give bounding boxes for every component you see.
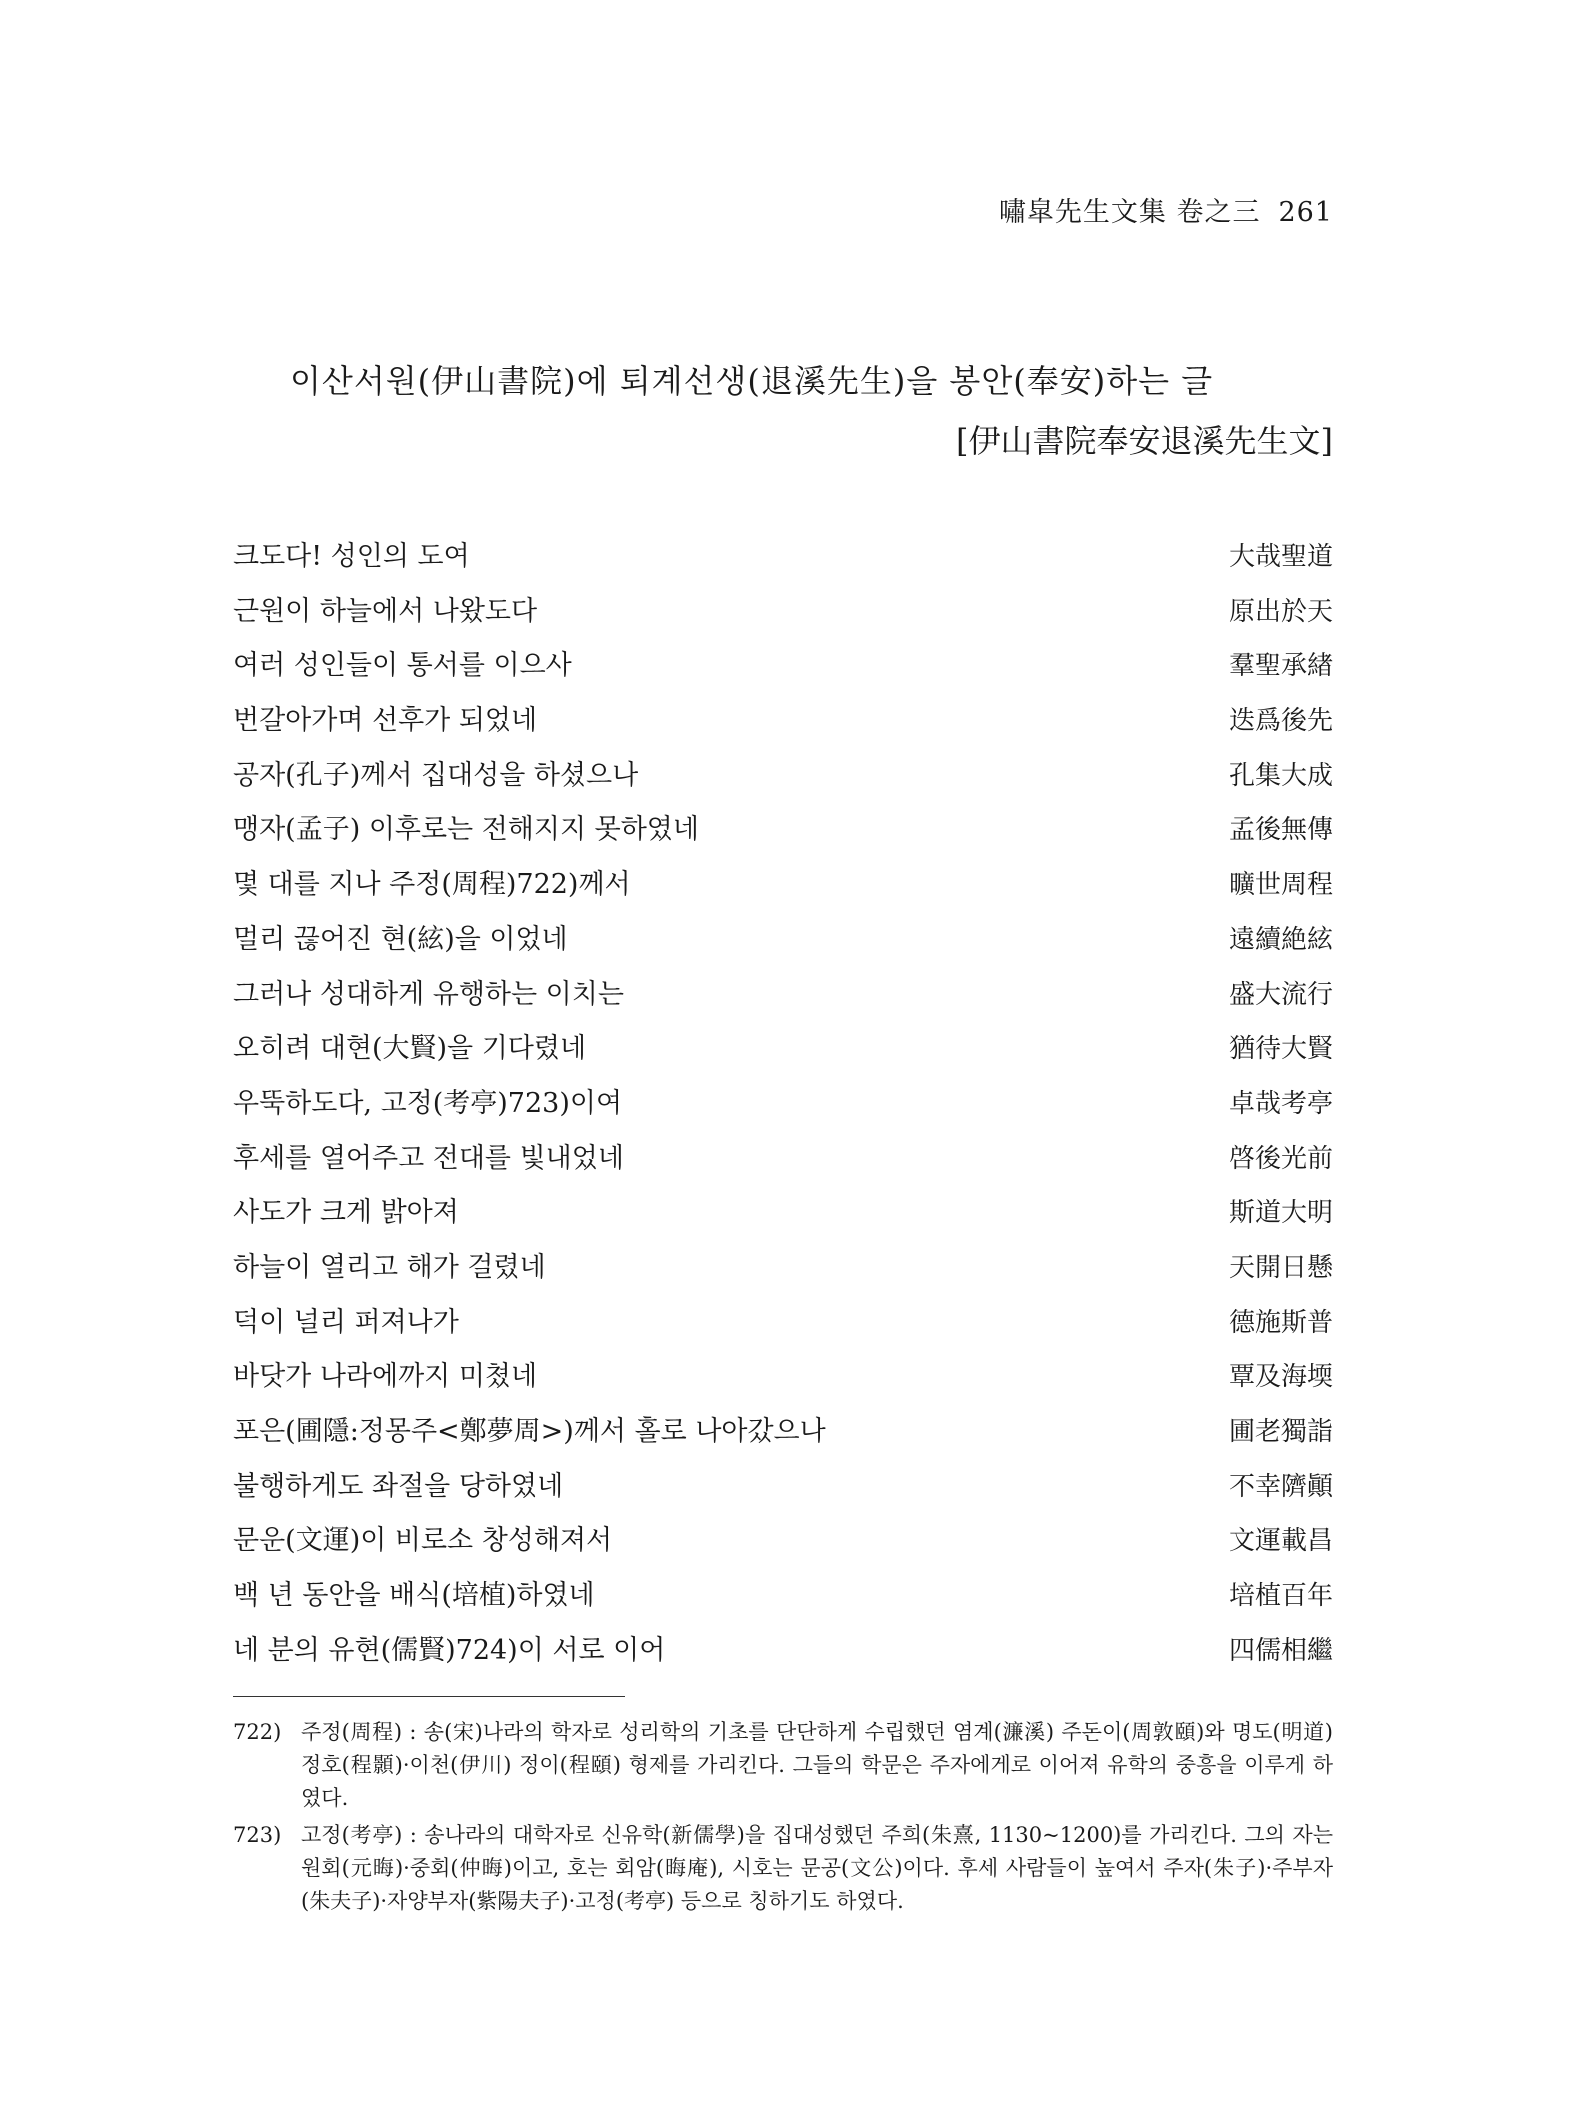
verse-line [233,1573,1333,1628]
verse-korean: 우뚝하도다, 고정(考亭)723)이여 [233,1087,623,1119]
verse-korean: 덕이 널리 퍼져나가 [233,1306,459,1338]
verse-line [233,1628,1333,1683]
verse-hanja: 卓哉考亭 [1228,1088,1333,1119]
verse-korean: 네 분의 유현(儒賢)724)이 서로 이어 [233,1634,666,1666]
verse-hanja: 曠世周程 [1228,870,1333,901]
verse-korean: 몇 대를 지나 주정(周程)722)께서 [233,869,631,901]
verse-korean: 하늘이 열리고 해가 걸렸네 [233,1251,546,1283]
verse-hanja: 不幸隮顚 [1228,1471,1333,1502]
verse-line [233,643,1333,698]
verse-korean: 크도다! 성인의 도여 [233,541,470,572]
verse-hanja: 大哉聖道 [1228,542,1333,572]
page-number: 261 [1278,197,1333,228]
verse-line [233,1081,1333,1136]
verse-line [233,1409,1333,1464]
verse-korean: 사도가 크게 밝아져 [233,1197,459,1229]
verse-hanja: 啓後光前 [1228,1143,1333,1174]
verse-korean: 근원이 하늘에서 나왔도다 [233,595,538,627]
verse-korean: 맹자(孟子) 이후로는 전해지지 못하였네 [233,814,699,846]
verse-hanja: 羣聖承緖 [1228,651,1333,682]
verse-hanja: 遠續絶絃 [1228,924,1333,955]
article-subtitle: [伊山書院奉安退溪先生文] [956,422,1333,460]
verse-hanja: 斯道大明 [1228,1198,1333,1229]
verse-hanja: 原出於天 [1228,596,1333,627]
verse-hanja: 猶待大賢 [1228,1034,1333,1065]
verse-hanja: 迭爲後先 [1228,706,1333,737]
verse-line [233,1136,1333,1191]
verse-hanja: 覃及海堧 [1228,1362,1333,1393]
verse-line [233,972,1333,1027]
footnote-number: 723) [233,1823,282,1847]
footnote-text: 고정(考亭) : 송나라의 대학자로 신유학(新儒學)을 집대성했던 주희(朱熹, 1130~1200)를 가리킨다. 그의 자는 원회(元晦)·중회(仲晦)이고, 호는 회암(晦庵), 시호는 문공(文公)이다. 후세 사람들이 높여서 주자(朱子)·주부자(朱夫子)·자양부자(紫陽夫子)·고정(考亭) 등으로 칭하기도 하였다. [301,1823,1333,1913]
verse-hanja: 圃老獨詣 [1228,1417,1333,1447]
verse-line [233,1245,1333,1300]
footnote [233,1716,1333,1815]
verse-line [233,1464,1333,1519]
verse-korean: 번갈아가며 선후가 되었네 [233,705,538,737]
verse-line [233,698,1333,753]
verse-korean: 후세를 열어주고 전대를 빛내었네 [233,1142,624,1174]
verse-korean: 그러나 성대하게 유행하는 이치는 [233,978,624,1010]
verse-korean: 백 년 동안을 배식(培植)하였네 [233,1580,595,1612]
verse-line [233,589,1333,644]
verse-hanja: 培植百年 [1228,1581,1333,1612]
running-header [999,190,1333,229]
verse-line [233,807,1333,862]
verse-line [233,1518,1333,1573]
verse-korean: 바닷가 나라에까지 미쳤네 [233,1361,538,1393]
verse-korean: 공자(孔子)께서 집대성을 하셨으나 [233,759,639,791]
verse-hanja: 孔集大成 [1228,760,1333,791]
verse-hanja: 文運載昌 [1228,1526,1333,1557]
verse-korean: 문운(文運)이 비로소 창성해져서 [233,1525,613,1557]
verse-line [233,917,1333,972]
footnotes [233,1716,1333,1922]
verse-korean: 불행하게도 좌절을 당하였네 [233,1470,564,1502]
verse-line [233,1300,1333,1355]
verse-line [233,1190,1333,1245]
verse-line [233,534,1333,589]
verse-hanja: 四儒相繼 [1228,1635,1333,1666]
verse-hanja: 德施斯普 [1228,1307,1333,1338]
verse-line [233,753,1333,808]
verse-line [233,1354,1333,1409]
verse-line [233,862,1333,917]
verse-korean: 포은(圃隱:정몽주<鄭夢周>)께서 홀로 나아갔으나 [233,1416,826,1447]
verse-korean: 오히려 대현(大賢)을 기다렸네 [233,1033,587,1065]
footnote-text: 주정(周程) : 송(宋)나라의 학자로 성리학의 기초를 단단하게 수립했던 염계(濂溪) 주돈이(周敦頤)와 명도(明道) 정호(程顥)·이천(伊川) 정이(程頤) 형제를 가리킨다. 그들의 학문은 주자에게로 이어져 유학의 중흥을 이루게 하였다. [301,1720,1333,1810]
verse-line [233,1026,1333,1081]
verse-korean: 멀리 끊어진 현(絃)을 이었네 [233,923,568,955]
verse-list [233,534,1333,1682]
verse-hanja: 天開日懸 [1228,1252,1333,1283]
footnote-divider [233,1696,625,1697]
footnote [233,1819,1333,1918]
footnote-number: 722) [233,1720,282,1744]
verse-hanja: 盛大流行 [1228,979,1333,1010]
verse-hanja: 孟後無傳 [1228,815,1333,846]
verse-korean: 여러 성인들이 통서를 이으사 [233,650,572,682]
book-title: 嘯皐先生文集 卷之三 [998,197,1261,228]
article-title: 이산서원(伊山書院)에 퇴계선생(退溪先生)을 봉안(奉安)하는 글 [290,362,1214,400]
